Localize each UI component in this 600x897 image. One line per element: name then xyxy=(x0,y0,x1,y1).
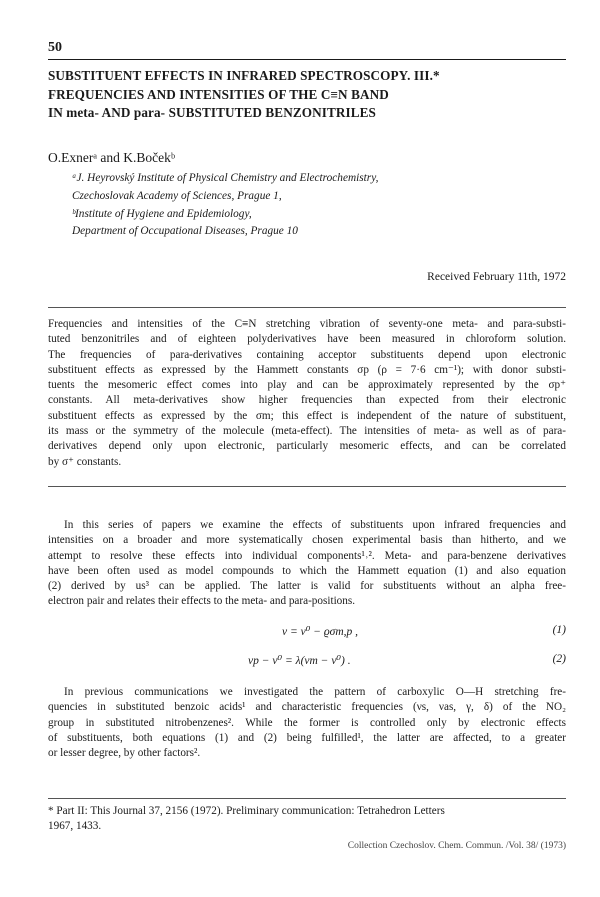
body-line: In this series of papers we examine the effects of substituents upon infrared frequencies and xyxy=(64,519,566,531)
body-line: intensities on a broader and more systematically chosen experimental basis than hitherto, and we xyxy=(48,534,566,547)
abstract-line: its mass or the symmetry of the molecule (meta-effect). The intensities of meta- as well as of para- xyxy=(48,425,566,438)
abstract-line: tuents the mesomeric effect comes into play and can be approximately represented by the σp⁺ xyxy=(48,379,566,392)
abstract-line: by σ⁺ constants. xyxy=(48,455,122,468)
abstract-rule-bottom xyxy=(48,486,566,487)
equation-2-expr: νp − ν⁰ = λ(νm − ν⁰) . xyxy=(248,655,351,667)
equation-2 xyxy=(48,653,566,669)
abstract-line: substituent effects as expressed by the Hammett constants σp (ρ = 7·6 cm⁻¹); with donor substi- xyxy=(48,363,566,376)
body-line: group in substituted nitrobenzenes². While the former is controlled only by electronic effects xyxy=(48,716,566,729)
paragraph-1 xyxy=(48,518,566,610)
body-line: or lesser degree, by other factors². xyxy=(48,747,201,760)
body-line: (2) derived by us³ can be applied. The latter is valid for substituents without an alpha free- xyxy=(48,580,566,593)
article-title xyxy=(48,67,566,123)
equation-1 xyxy=(48,624,566,640)
equation-1-number: (1) xyxy=(552,624,566,636)
footnote-line: * Part II: This Journal 37, 2156 (1972). Preliminary communication: Tetrahedron Letters xyxy=(48,805,445,817)
affiliation-line-2: Czechoslovak Academy of Sciences, Prague 1, xyxy=(72,189,282,202)
received-date: Received February 11th, 1972 xyxy=(427,271,566,283)
running-footer: Collection Czechoslov. Chem. Commun. /Vol. 38/ (1973) xyxy=(347,841,566,851)
paragraph-2 xyxy=(48,685,566,761)
title-line-3: IN meta- AND para- SUBSTITUTED BENZONITRILES xyxy=(48,105,376,120)
abstract-line: The frequencies of para-derivatives containing acceptor substituents depend upon electronic xyxy=(48,348,566,361)
affiliation-line-1: ᵃJ. Heyrovský Institute of Physical Chemistry and Electrochemistry, xyxy=(72,172,379,184)
abstract-line: substituent effects as expressed by the σm; this effect is independent of the nature of substituent, xyxy=(48,409,566,422)
body-line: quencies in substituted benzoic acids¹ and characteristic frequencies (νs, νas, γ, δ) of the NO₂ xyxy=(48,701,566,714)
body-line: attempt to resolve these effects into individual components¹˒². Meta- and para-benzene derivatives xyxy=(48,549,566,562)
footnote xyxy=(48,804,566,835)
page-number: 50 xyxy=(48,40,62,55)
abstract-line: derivatives depend only upon electronic, particularly mesomeric effects, and can be correlated xyxy=(48,440,566,453)
equation-2-number: (2) xyxy=(552,653,566,665)
body-line: In previous communications we investigated the pattern of carboxylic O—H stretching fre- xyxy=(64,686,566,698)
authors: O.Exnerᵃ and K.Bočekᵇ xyxy=(48,150,176,165)
header-rule xyxy=(48,59,566,60)
abstract-line: constants. All meta-derivatives show higher frequencies than expected from their electronic xyxy=(48,394,566,407)
body-line: electron pair and relates their effects to the meta- and para-positions. xyxy=(48,595,356,608)
abstract-line: Frequencies and intensities of the C≡N stretching vibration of seventy-one meta- and para-substi- xyxy=(48,318,566,330)
abstract-line: tuted benzonitriles and of eighteen polyderivatives have been measured in chloroform solution. xyxy=(48,333,566,346)
footnote-line: 1967, 1433. xyxy=(48,820,102,833)
equation-1-expr: ν = ν⁰ − ϱσm,p , xyxy=(282,626,359,638)
abstract-rule-top xyxy=(48,307,566,308)
body-line: have been often used as model compounds to which the Hammett equation (1) and also equation xyxy=(48,564,566,577)
affiliation-line-4: Department of Occupational Diseases, Prague 10 xyxy=(72,225,298,238)
title-line-1: SUBSTITUENT EFFECTS IN INFRARED SPECTROSCOPY. III.* xyxy=(48,68,440,83)
affiliations xyxy=(72,170,378,241)
affiliation-line-3: ᵇInstitute of Hygiene and Epidemiology, xyxy=(72,207,252,220)
footnote-rule xyxy=(48,798,566,799)
body-line: of substituents, both equations (1) and (2) being fulfilled¹, the latter are affected, to a greater xyxy=(48,731,566,744)
title-line-2: FREQUENCIES AND INTENSITIES OF THE C≡N BAND xyxy=(48,86,389,102)
abstract xyxy=(48,317,566,470)
